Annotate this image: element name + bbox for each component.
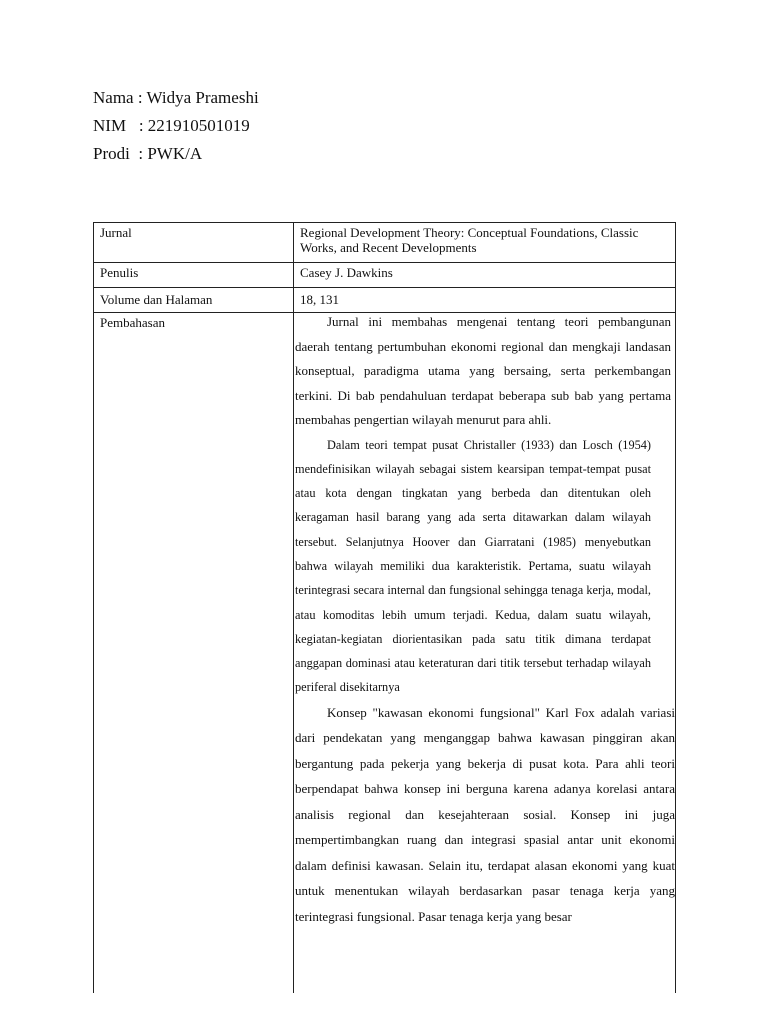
- paragraph-1: Jurnal ini membahas mengenai tentang teori pembangunan daerah tentang pertumbuhan ekonomi regional dan mengkaji landasan konseptual, paradigma utama yang bersaing, serta perkembangan terkini. Di bab pendahuluan terdapat beberapa sub bab yang pertama membahas pengertian wilayah menurut para ahli.: [295, 314, 671, 427]
- student-info: [93, 84, 259, 168]
- table-row-jurnal: [94, 223, 675, 263]
- jurnal-value: Regional Development Theory: Conceptual Foundations, Classic Works, and Recent Developments: [300, 225, 639, 255]
- table-row-pembahasan: [94, 313, 675, 993]
- prodi-label: Prodi: [93, 144, 130, 163]
- paragraph-2: Dalam teori tempat pusat Christaller (1933) dan Losch (1954) mendefinisikan wilayah sebagai sistem kearsipan tempat-tempat pusat atau kota dengan tingkatan yang berbeda dan ditentukan oleh keragaman hasil barang yang ada serta ditawarkan dalam wilayah tersebut. Selanjutnya Hoover dan Giarratani (1985) menyebutkan bahwa wilayah memiliki dua karakteristik. Pertama, suatu wilayah terintegrasi secara internal dan fungsional sehingga tenaga kerja, modal, atau komoditas lebih umum terjadi. Kedua, dalam suatu wilayah, kegiatan-kegiatan diorientasikan pada satu titik dimana terdapat anggapan dominasi atau keteraturan dari titik tersebut terhadap wilayah periferal disekitarnya: [295, 437, 651, 695]
- prodi-value: : PWK/A: [138, 144, 203, 163]
- nim-line: [93, 112, 259, 140]
- pembahasan-label: Pembahasan: [94, 313, 294, 993]
- volume-label: Volume dan Halaman: [94, 288, 294, 312]
- nama-line: [93, 84, 259, 112]
- nama-value: : Widya Prameshi: [137, 88, 259, 107]
- prodi-line: [93, 140, 259, 168]
- penulis-label: Penulis: [94, 263, 294, 287]
- nim-value: : 221910501019: [138, 116, 250, 135]
- pembahasan-content: [294, 313, 675, 993]
- nama-label: Nama: [93, 88, 134, 107]
- nim-label: NIM: [93, 116, 127, 135]
- volume-value: 18, 131: [300, 292, 339, 307]
- jurnal-label: Jurnal: [94, 223, 294, 262]
- table-row-penulis: [94, 263, 675, 288]
- penulis-value: Casey J. Dawkins: [300, 265, 393, 280]
- journal-review-table: [93, 222, 676, 993]
- paragraph-3: Konsep "kawasan ekonomi fungsional" Karl Fox adalah variasi dari pendekatan yang menganggap bahwa kawasan pinggiran akan bergantung pada pekerja yang bekerja di pusat kota. Para ahli teori berpendapat bahwa konsep ini berguna karena adanya korelasi antara analisis regional dan kesejahteraan sosial. Konsep ini juga mempertimbangkan ruang dan integrasi spasial antar unit ekonomi dalam definisi kawasan. Selain itu, terdapat alasan ekonomi yang kuat untuk menentukan wilayah berdasarkan pasar tenaga kerja yang terintegrasi fungsional. Pasar tenaga kerja yang besar: [295, 704, 675, 924]
